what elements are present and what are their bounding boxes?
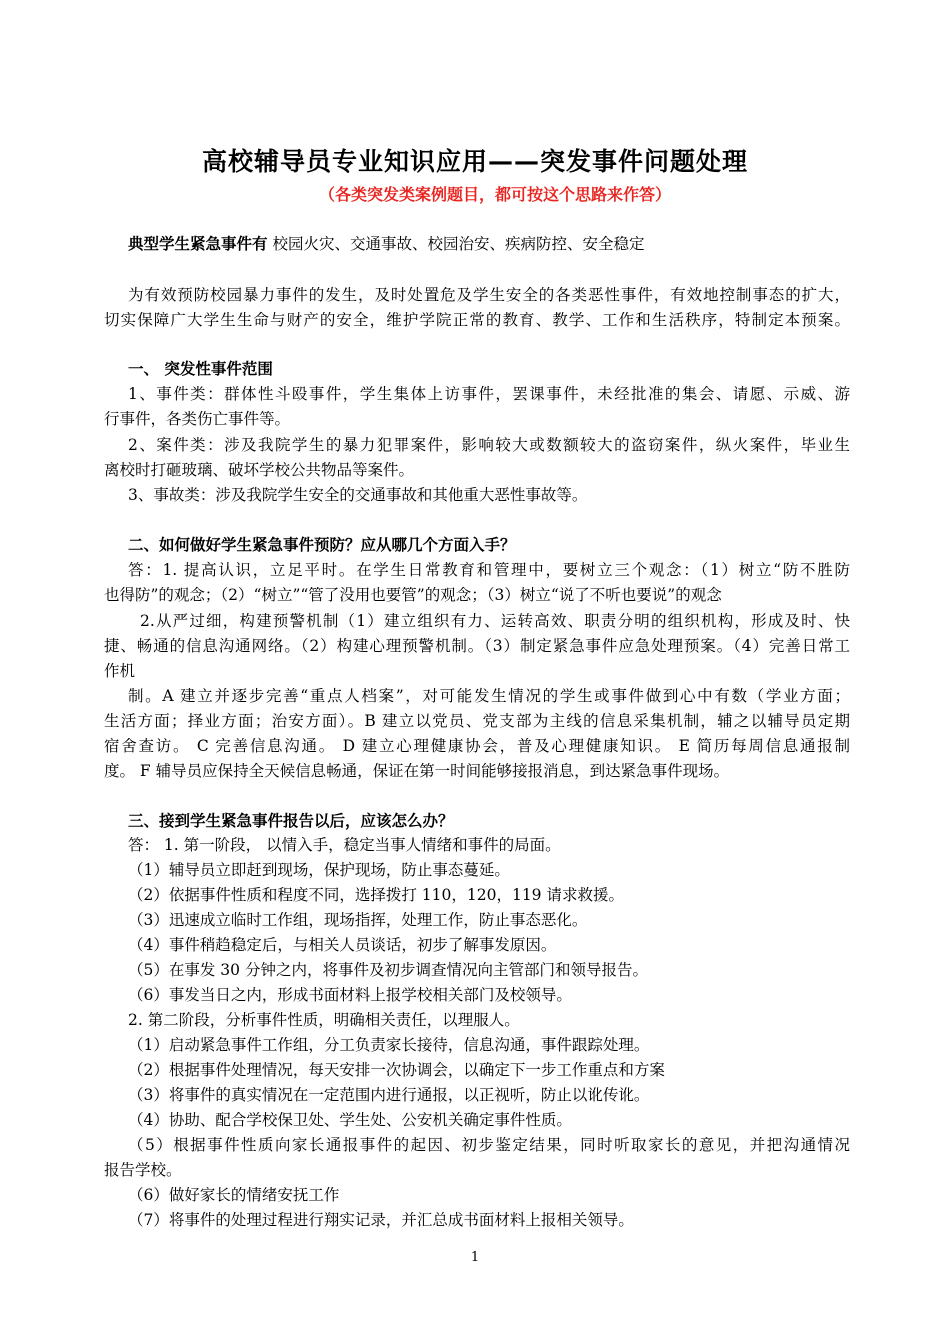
section1-line: 行事件，各类伤亡事件等。: [104, 410, 291, 428]
section2-line: 作机: [104, 662, 136, 680]
section2-line: 度。 F 辅导员应保持全天候信息畅通，保证在第一时间能够接报消息，到达紧急事件现场。: [104, 762, 730, 780]
intro-line: 为有效预防校园暴力事件的发生，及时处置危及学生安全的各类恶性事件，有效地控制事态的扩大，: [128, 286, 850, 304]
section1-heading: 一、 突发性事件范围: [128, 360, 273, 378]
section1-line: 3、事故类：涉及我院学生安全的交通事故和其他重大恶性事故等。: [128, 486, 588, 504]
section3-line: 报告学校。: [104, 1161, 182, 1179]
page-subtitle: （各类突发类案例题目，都可按这个思路来作答）: [318, 185, 671, 204]
section3-line: 答： 1. 第一阶段， 以情入手，稳定当事人情绪和事件的局面。: [128, 836, 561, 854]
section3-line: （4）事件稍趋稳定后，与相关人员谈话，初步了解事发原因。: [128, 936, 557, 954]
section3-line: （3）迅速成立临时工作组，现场指挥，处理工作，防止事态恶化。: [128, 911, 588, 929]
section2-line: 宿舍查访。 C 完善信息沟通。 D 建立心理健康协会，普及心理健康知识。 E 简历每周信息通报制: [104, 737, 850, 755]
section2-line: 2.从严过细，构建预警机制（1）建立组织有力、运转高效、职责分明的组织机构，形成及时、快: [140, 612, 850, 630]
section3-heading: 三、接到学生紧急事件报告以后，应该怎么办？: [128, 812, 454, 830]
section3-line: （2）根据事件处理情况，每天安排一次协调会，以确定下一步工作重点和方案: [128, 1061, 665, 1079]
section3-line: （1）辅导员立即赶到现场，保护现场，防止事态蔓延。: [128, 861, 510, 879]
section2-line: 制。A 建立并逐步完善“重点人档案”，对可能发生情况的学生或事件做到心中有数（学业方面；: [128, 687, 850, 705]
intro-line: 切实保障广大学生生命与财产的安全，维护学院正常的教育、教学、工作和生活秩序，特制定本预案。: [104, 311, 850, 329]
page-title: 高校辅导员专业知识应用——突发事件问题处理: [201, 147, 748, 176]
section3-line: （3）将事件的真实情况在一定范围内进行通报，以正视听，防止以讹传讹。: [128, 1086, 650, 1104]
section3-line: （7）将事件的处理过程进行翔实记录，并汇总成书面材料上报相关领导。: [128, 1211, 634, 1229]
section2-line: 答：1. 提高认识，立足平时。在学生日常教育和管理中，要树立三个观念：（1）树立“防不胜防: [128, 561, 850, 579]
section3-line: （5）根据事件性质向家长通报事件的起因、初步鉴定结果，同时听取家长的意见，并把沟通情况: [128, 1136, 850, 1154]
section3-line: （6）做好家长的情绪安抚工作: [128, 1186, 340, 1204]
section2-heading: 二、如何做好学生紧急事件预防？应从哪几个方面入手？: [128, 536, 516, 554]
section3-line: （1）启动紧急事件工作组，分工负责家长接待，信息沟通，事件跟踪处理。: [128, 1036, 650, 1054]
section3-line: （4）协助、配合学校保卫处、学生处、公安机关确定事件性质。: [128, 1111, 572, 1129]
section2-line: 生活方面；择业方面；治安方面）。B 建立以党员、党支部为主线的信息采集机制，辅之以辅导员定期: [104, 712, 850, 730]
page-number: 1: [470, 1250, 480, 1265]
section1-line: 2、案件类：涉及我院学生的暴力犯罪案件，影响较大或数额较大的盗窃案件，纵火案件，毕业生: [128, 436, 850, 454]
section2-line: 捷、畅通的信息沟通网络。（2）构建心理预警机制。（3）制定紧急事件应急处理预案。（4）完善日常工: [104, 637, 850, 655]
section3-line: 2. 第二阶段，分析事件性质，明确相关责任，以理服人。: [128, 1011, 520, 1029]
section1-line: 离校时打砸玻璃、破坏学校公共物品等案件。: [104, 461, 415, 479]
section3-line: （5）在事发 30 分钟之内，将事件及初步调查情况向主管部门和领导报告。: [128, 961, 648, 979]
typical-events: [128, 233, 874, 255]
section3-line: （6）事发当日之内，形成书面材料上报学校相关部门及校领导。: [128, 986, 572, 1004]
typical-events-label: 典型学生紧急事件有: [128, 235, 268, 253]
typical-events-text: 校园火灾、交通事故、校园治安、疾病防控、安全稳定: [267, 235, 645, 253]
section1-line: 1、事件类：群体性斗殴事件，学生集体上访事件，罢课事件，未经批准的集会、请愿、示威、游: [128, 385, 850, 403]
section2-line: 也得防”的观念；（2）“树立”“管了没用也要管”的观念；（3）树立“说了不听也要说”的观念: [104, 586, 722, 604]
section3-line: （2）依据事件性质和程度不同，选择拨打 110，120，119 请求救援。: [128, 886, 624, 904]
